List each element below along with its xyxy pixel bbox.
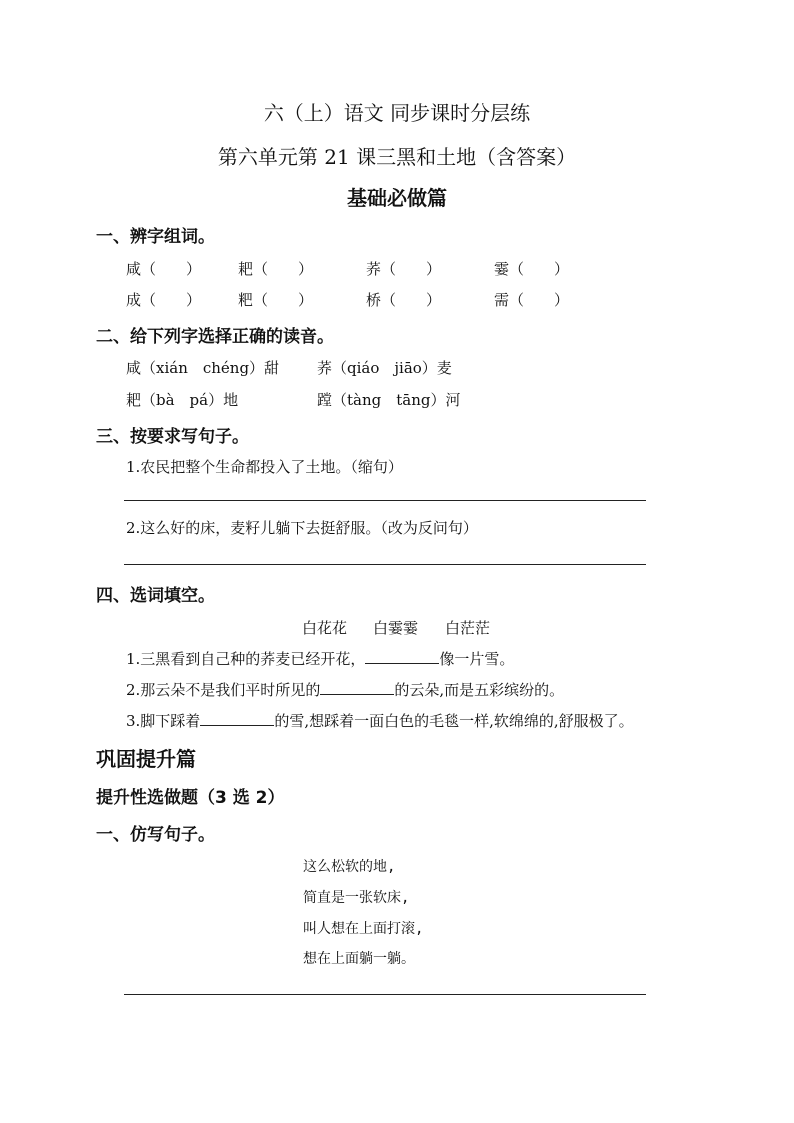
word-option: 白霎霎	[373, 619, 419, 637]
q2-item: 荞（qiáo jiāo）麦	[317, 359, 452, 377]
section-advanced-heading: 巩固提升篇	[96, 747, 196, 771]
poem-line: 叫人想在上面打滚,	[303, 921, 424, 937]
q3-sentence-2: 2.这么好的床，麦籽儿躺下去挺舒服。（改为反问句）	[126, 519, 478, 537]
q1-row2-item: 成（ ）	[126, 291, 202, 309]
fill-blank[interactable]	[320, 680, 394, 695]
q4-sentence-2	[126, 679, 564, 700]
sentence-text: 1.三黑看到自己种的荞麦已经开花，	[126, 650, 366, 668]
q2-item: 咸（xián chéng）甜	[126, 359, 280, 377]
fill-blank[interactable]	[365, 649, 439, 664]
q4-sentence-1	[126, 648, 514, 669]
q1-row2-item: 桥（ ）	[366, 291, 442, 309]
word-option: 白花花	[302, 619, 348, 637]
q5-heading: 一、仿写句子。	[96, 825, 215, 845]
sentence-text: 的雪,想踩着一面白色的毛毯一样,软绵绵的,舒服极了。	[274, 712, 634, 730]
sentence-text: 的云朵,而是五彩缤纷的。	[394, 681, 565, 699]
answer-line[interactable]	[124, 500, 646, 501]
q2-heading: 二、给下列字选择正确的读音。	[96, 327, 334, 347]
fill-blank[interactable]	[200, 711, 274, 726]
q1-row1-item: 荞（ ）	[366, 260, 442, 278]
q1-row2-item: 需（ ）	[494, 291, 570, 309]
lesson-title: 第六单元第 21 课三黑和土地（含答案）	[217, 145, 577, 169]
advanced-subheading: 提升性选做题（3 选 2）	[96, 788, 285, 808]
answer-line[interactable]	[124, 994, 646, 995]
q1-heading: 一、辨字组词。	[96, 227, 215, 247]
q4-sentence-3	[126, 710, 634, 731]
q2-item: 蹚（tàng tāng）河	[317, 391, 461, 409]
q3-sentence-1: 1.农民把整个生命都投入了土地。（缩句）	[126, 458, 403, 476]
q1-row2-item: 粑（ ）	[238, 291, 314, 309]
q4-heading: 四、选词填空。	[96, 586, 215, 606]
word-option: 白茫茫	[445, 619, 491, 637]
page-title: 六（上）语文 同步课时分层练	[263, 101, 531, 125]
poem-line: 这么松软的地,	[303, 859, 396, 875]
q2-item: 耙（bà pá）地	[126, 391, 239, 409]
q1-row1-item: 霎（ ）	[494, 260, 570, 278]
q1-row1-item: 咸（ ）	[126, 260, 202, 278]
answer-line[interactable]	[124, 564, 646, 565]
sentence-text: 2.那云朵不是我们平时所见的	[126, 681, 321, 699]
q1-row1-item: 耙（ ）	[238, 260, 314, 278]
section-basic-heading: 基础必做篇	[347, 186, 447, 210]
sentence-text: 3.脚下踩着	[126, 712, 201, 730]
sentence-text: 像一片雪。	[439, 650, 515, 668]
poem-line: 简直是一张软床,	[303, 890, 410, 906]
poem-line: 想在上面躺一躺。	[303, 951, 415, 967]
q3-heading: 三、按要求写句子。	[96, 427, 249, 447]
